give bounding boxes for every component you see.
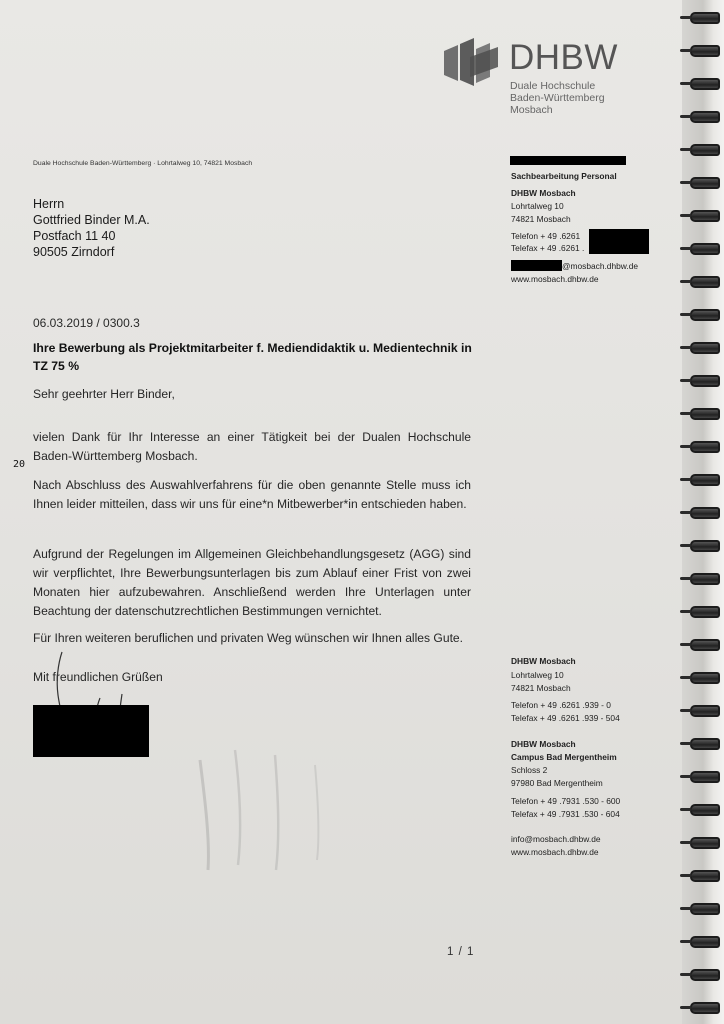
binding-ring	[690, 243, 720, 255]
footer-campus-org: DHBW Mosbach	[511, 739, 576, 749]
body-paragraph-4: Für Ihren weiteren beruflichen und privaten Weg wünschen wir Ihnen alles Gute.	[33, 631, 464, 645]
contact-street: Lohrtalweg 10	[511, 201, 564, 211]
footer-web: www.mosbach.dhbw.de	[511, 847, 599, 857]
redaction-bar	[511, 260, 562, 271]
binding-ring	[690, 342, 720, 354]
contact-city: 74821 Mosbach	[511, 214, 571, 224]
binding-ring	[690, 705, 720, 717]
contact-fax: Telefax + 49 .6261 .	[511, 243, 585, 253]
footer-mosbach-org: DHBW Mosbach	[511, 656, 576, 666]
binding-ring	[690, 78, 720, 90]
recipient-city: 90505 Zirndorf	[33, 245, 115, 259]
date-reference: 06.03.2019 / 0300.3	[33, 316, 140, 330]
footer-campus-phone: Telefon + 49 .7931 .530 - 600	[511, 796, 621, 806]
footer-campus-fax: Telefax + 49 .7931 .530 - 604	[511, 809, 620, 819]
footer-campus-name: Campus Bad Mergentheim	[511, 752, 617, 762]
binding-ring	[690, 210, 720, 222]
closing: Mit freundlichen Grüßen	[33, 670, 163, 684]
contact-phone: Telefon + 49 .6261	[511, 231, 581, 241]
binding-ring	[690, 672, 720, 684]
body-paragraph-3: Aufgrund der Regelungen im Allgemeinen Gleichbehandlungsgesetz (AGG) sind wir verpflichtet, Ihre Bewerbungsunterlagen bis zum Ablauf einer Frist von zwei Monaten hier aufzubewahren. Anschließend werden Ihre Unterlagen unter Beachtung der datenschutzrechtlichen Bestimmungen vernichtet.	[33, 547, 471, 618]
binding-ring	[690, 540, 720, 552]
logo-subline-3: Mosbach	[510, 104, 553, 116]
dhbw-logo-icon	[444, 37, 500, 87]
binding-ring	[690, 507, 720, 519]
recipient-salutation: Herrn	[33, 197, 65, 211]
sender-address-line: Duale Hochschule Baden-Württemberg · Lohrtalweg 10, 74821 Mosbach	[33, 160, 253, 167]
signature-redaction	[33, 705, 149, 757]
binding-ring	[690, 639, 720, 651]
binding-ring	[690, 276, 720, 288]
binding-ring	[690, 474, 720, 486]
binding-ring	[690, 111, 720, 123]
body-paragraph-2: Nach Abschluss des Auswahlverfahrens für die oben genannte Stelle muss ich Ihnen leider mitteilen, dass wir uns für eine*n Mitbewerber*in entschieden haben.	[33, 478, 471, 511]
contact-title: Sachbearbeitung Personal	[511, 171, 617, 181]
footer-campus-street: Schloss 2	[511, 765, 548, 775]
recipient-name: Gottfried Binder M.A.	[33, 213, 150, 227]
letter-subject: Ihre Bewerbung als Projektmitarbeiter f. Mediendidaktik u. Medientechnik in TZ 75 %	[33, 341, 472, 373]
binding-ring	[690, 804, 720, 816]
binding-ring	[690, 441, 720, 453]
footer-email: info@mosbach.dhbw.de	[511, 834, 601, 844]
logo-subline-2: Baden-Württemberg	[510, 92, 605, 104]
binding-ring	[690, 573, 720, 585]
contact-email: @mosbach.dhbw.de	[562, 261, 639, 271]
footer-campus-city: 97980 Bad Mergentheim	[511, 778, 603, 788]
binding-ring	[690, 309, 720, 321]
binding-ring	[690, 969, 720, 981]
salutation: Sehr geehrter Herr Binder,	[33, 387, 175, 401]
binding-ring	[690, 177, 720, 189]
binding-ring	[690, 771, 720, 783]
footer-mosbach-phone: Telefon + 49 .6261 .939 - 0	[511, 700, 611, 710]
binding-ring	[690, 606, 720, 618]
binding-ring	[690, 12, 720, 24]
binding-ring	[690, 408, 720, 420]
binding-ring	[690, 936, 720, 948]
paper-smudge	[180, 740, 360, 880]
recipient-street: Postfach 11 40	[33, 229, 116, 243]
binding-ring	[690, 1002, 720, 1014]
binding-ring	[690, 375, 720, 387]
footer-mosbach-street: Lohrtalweg 10	[511, 670, 564, 680]
binding-ring	[690, 837, 720, 849]
redaction-bar	[510, 156, 626, 165]
contact-org: DHBW Mosbach	[511, 188, 576, 198]
footer-mosbach-city: 74821 Mosbach	[511, 683, 571, 693]
logo-wordmark: DHBW	[509, 38, 618, 77]
footer-mosbach-fax: Telefax + 49 .6261 .939 - 504	[511, 713, 620, 723]
binding-ring	[690, 870, 720, 882]
binding-ring	[690, 903, 720, 915]
binding-ring	[690, 45, 720, 57]
binding-ring	[690, 144, 720, 156]
binding-ring	[690, 738, 720, 750]
margin-number: 20	[13, 459, 26, 470]
redaction-bar	[589, 229, 649, 254]
contact-web: www.mosbach.dhbw.de	[511, 274, 599, 284]
logo-subline-1: Duale Hochschule	[510, 80, 596, 92]
page-number: 1 / 1	[447, 946, 475, 958]
body-paragraph-1: vielen Dank für Ihr Interesse an einer Tätigkeit bei der Dualen Hochschule Baden-Württemberg Mosbach.	[33, 430, 471, 463]
